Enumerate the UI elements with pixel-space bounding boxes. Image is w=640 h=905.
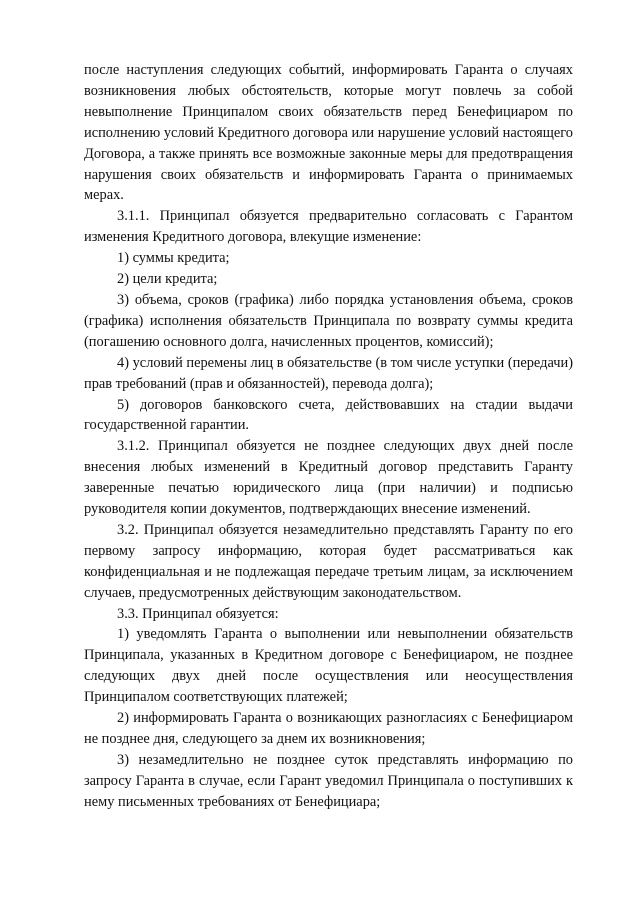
paragraph-3-1-2: 3.1.2. Принципал обязуется не позднее следующих двух дней после внесения любых изменений в Кредитный договор представить Гаранту заверенные печатью юридического лица (при наличии) и подписью руководителя копии документов, подтверждающих внесение изменений. (84, 438, 573, 518)
list-item-bank-accounts: 5) договоров банковского счета, действовавших на стадии выдачи государственной гарантии. (84, 396, 573, 434)
list-item-loan-amount: 1) суммы кредита; (117, 250, 230, 267)
paragraph-3-2: 3.2. Принципал обязуется незамедлительно представлять Гаранту по его первому запросу информацию, которая будет рассматриваться как конфиденциальная и не подлежащая передаче третьим лицам, за исключением случаев, предусмотренных действующим законодательством. (84, 521, 573, 601)
paragraph-3-3: 3.3. Принципал обязуется: (117, 605, 279, 622)
list-item-notify-obligations: 1) уведомлять Гаранта о выполнении или невыполнении обязательств Принципала, указанных в Кредитном договоре с Бенефициаром, не позднее следующих двух дней после осуществления или неосуществления Принципалом соответствующих платежей; (84, 626, 573, 706)
document-page (84, 60, 573, 813)
list-item-loan-purpose: 2) цели кредита; (117, 271, 218, 288)
list-item-change-of-parties: 4) условий перемены лиц в обязательстве (в том числе уступки (передачи) прав требований (прав и обязанностей), перевода долга); (84, 354, 573, 392)
list-item-provide-information: 3) незамедлительно не позднее суток представлять информацию по запросу Гаранта в случае, если Гарант уведомил Принципала о поступивших к нему письменных требованиях от Бенефициара; (84, 751, 573, 810)
paragraph-continuation: после наступления следующих событий, информировать Гаранта о случаях возникновения любых обстоятельств, которые могут повлечь за собой невыполнение Принципалом своих обязательств перед Бенефициаром по исполнению условий Кредитного договора или нарушение условий настоящего Договора, а также принять все возможные законные меры для предотвращения нарушения своих обязательств и информировать Гаранта о принимаемых мерах. (84, 62, 573, 204)
list-item-inform-disagreements: 2) информировать Гаранта о возникающих разногласиях с Бенефициаром не позднее дня, следующего за днем их возникновения; (84, 710, 573, 747)
list-item-repayment-schedule: 3) объема, сроков (графика) либо порядка установления объема, сроков (графика) исполнения обязательств Принципала по возврату суммы кредита (погашению основного долга, начисленных процентов, комиссий); (84, 291, 573, 350)
paragraph-3-1-1: 3.1.1. Принципал обязуется предварительно согласовать с Гарантом изменения Кредитного договора, влекущие изменение: (84, 208, 573, 246)
